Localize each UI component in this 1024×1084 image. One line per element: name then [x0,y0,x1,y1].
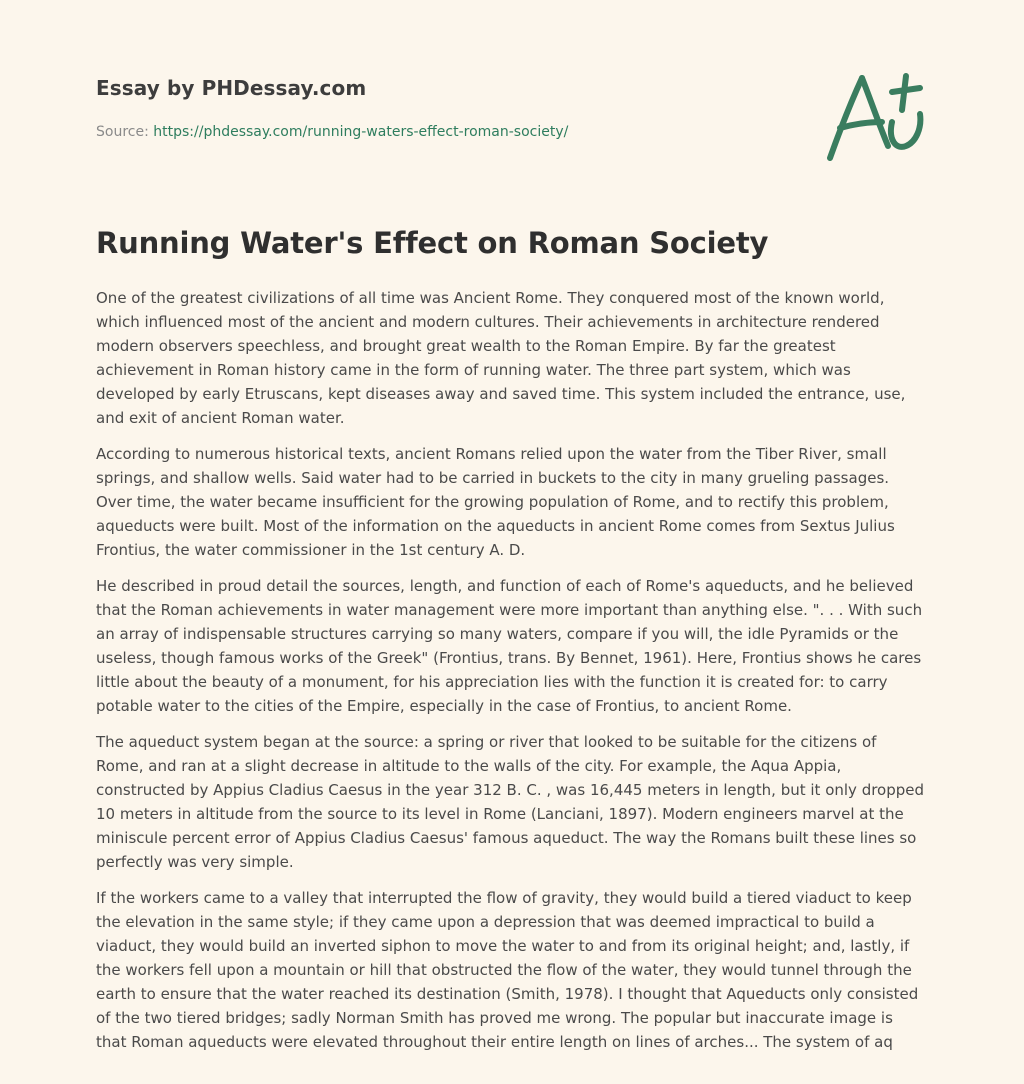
source-label: Source: [96,124,154,140]
essay-paragraph: One of the greatest civilizations of all time was Ancient Rome. They conquered most of the known world, which influenced most of the ancient and modern cultures. Their achievements in architecture rendered modern observers speechless, and brought great wealth to the Roman Empire. By far the greatest achievement in Roman history came in the form of running water. The three part system, which was developed by early Etruscans, kept diseases away and saved time. This system included the entrance, use, and exit of ancient Roman water. [96,289,906,427]
essay-body [96,286,928,1066]
source-link[interactable]: https://phdessay.com/running-waters-effect-roman-society/ [153,124,569,140]
source-line [96,124,568,140]
essay-paragraph: According to numerous historical texts, ancient Romans relied upon the water from the Tiber River, small springs, and shallow wells. Said water had to be carried in buckets to the city in many grueling passages. Over time, the water became insufficient for the growing population of Rome, and to rectify this problem, aqueducts were built. Most of the information on the aqueducts in ancient Rome comes from Sextus Julius Frontius, the water commissioner in the 1st century A. D. [96,445,895,559]
essay-paragraph: He described in proud detail the sources, length, and function of each of Rome's aqueducts, and he believed that the Roman achievements in water management were more important than anything else. ". . . With such an array of indispensable structures carrying so many waters, compare if you will, the idle Pyramids or the useless, though famous works of the Greek" (Frontius, trans. By Bennet, 1961). Here, Frontius shows he cares little about the beauty of a monument, for his appreciation lies with the function it is created for: to carry potable water to the cities of the Empire, especially in the case of Frontius, to ancient Rome. [96,577,923,715]
a-plus-logo-icon [818,66,930,166]
essay-title: Running Water's Effect on Roman Society [96,226,769,260]
essay-paragraph: If the workers came to a valley that interrupted the flow of gravity, they would build a tiered viaduct to keep the elevation in the same style; if they came upon a depression that was deemed impractical to build a viaduct, they would build an inverted siphon to move the water to and from its original height; and, lastly, if the workers fell upon a mountain or hill that obstructed the flow of the water, they would tunnel through the earth to ensure that the water reached its destination (Smith, 1978). I thought that Aqueducts only consisted of the two tiered bridges; sadly Norman Smith has proved me wrong. The popular but inaccurate image is that Roman aqueducts were elevated throughout their entire length on lines of arches... The system of aq [96,889,919,1051]
essay-paragraph: The aqueduct system began at the source: a spring or river that looked to be suitable for the citizens of Rome, and ran at a slight decrease in altitude to the walls of the city. For example, the Aqua Appia, constructed by Appius Cladius Caesus in the year 312 B. C. , was 16,445 meters in length, but it only dropped 10 meters in altitude from the source to its level in Rome (Lanciani, 1897). Modern engineers marvel at the miniscule percent error of Appius Cladius Caesus' famous aqueduct. The way the Romans built these lines so perfectly was very simple. [96,733,925,871]
site-brand: Essay by PHDessay.com [96,76,367,100]
